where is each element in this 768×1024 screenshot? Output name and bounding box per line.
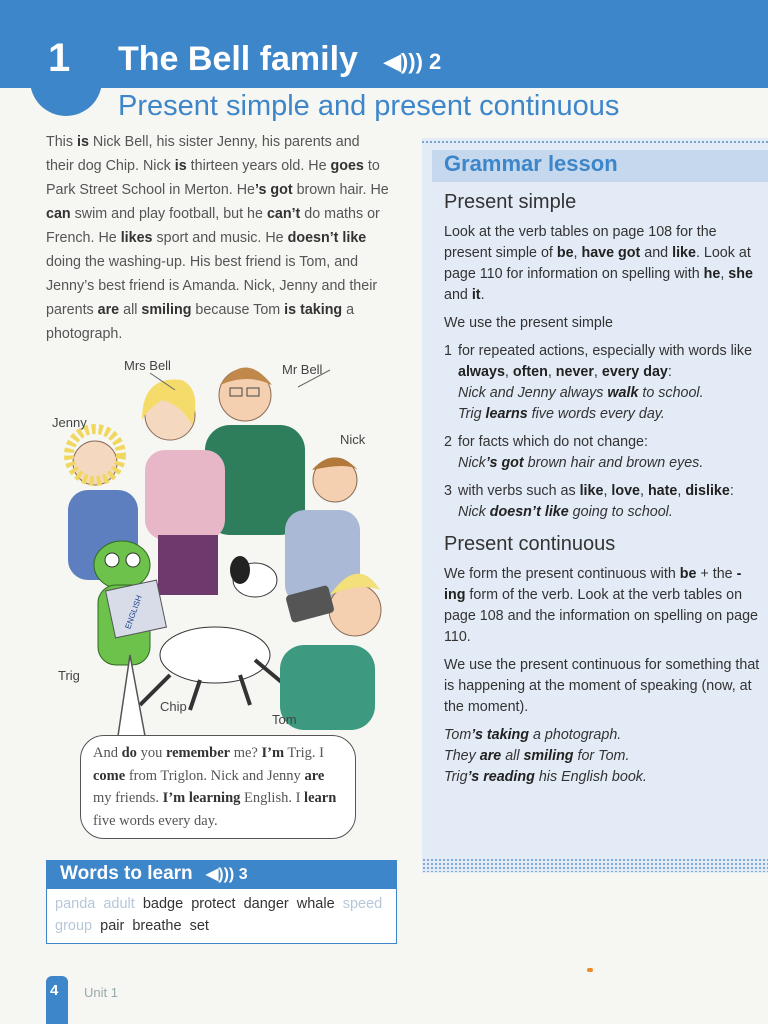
bubble-text-run: learn [304,790,337,806]
grammar-text-run: have got [581,245,641,261]
example-text-run: walk [607,385,639,401]
intro-text-run: Nick Bell, his sister Jenny, his parents and their dog Chip. Nick [46,134,360,174]
example-text-run: Nick and Jenny always [458,385,608,401]
label-trig: Trig [58,668,80,683]
vocab-word: protect [191,896,236,912]
example-text-run: to school. [638,385,704,401]
bubble-text-run: me? [230,745,262,761]
example-text-run: going to school. [568,504,673,520]
audio-track-2[interactable] [384,49,441,75]
intro-text-run: doing the washing-up. His best friend is Tom, and Jenny’s best friend is Amanda. Nick, Jenny and their parents [46,254,378,318]
orange-mark [587,968,593,972]
intro-text-run: brown hair. He [292,182,389,198]
label-mr-bell: Mr Bell [282,362,323,377]
vocab-word: set [189,918,209,934]
grammar-text-run: never [555,364,594,380]
intro-text-run: are [97,302,120,318]
grammar-text-run: with verbs such as [458,483,580,499]
intro-paragraph [46,130,391,346]
grammar-text-run: + the [696,566,737,582]
grammar-text-run: be [556,245,574,261]
grammar-text-run: They [444,748,480,764]
speech-bubble [80,735,356,839]
grammar-text-run: are [479,748,502,764]
grammar-text-run: We use the present continuous for something that is happening at the moment of speaking (now, at the moment). [444,657,760,715]
vocab-word: group [55,918,93,934]
vocab-word: breathe [132,918,182,934]
label-chip: Chip [160,699,187,714]
grammar-text-run: like [672,245,696,261]
bubble-text-run: remember [165,745,231,761]
grammar-paragraph [444,222,760,306]
grammar-text-run: it [471,287,481,303]
grammar-text-run: a photograph. [529,727,622,743]
grammar-text-run: dislike [685,483,730,499]
intro-text-run: can’t [266,206,301,222]
grammar-text-run: -ing [444,566,742,603]
intro-text-run: goes [330,158,364,174]
bubble-text-run: And [93,745,122,761]
grammar-text-run: . [480,287,485,303]
intro-text-run: is [76,134,89,150]
grammar-text-run: We form the present continuous with [444,566,680,582]
grammar-text-run: , [504,364,513,380]
intro-text-run: is [174,158,187,174]
grammar-example [458,404,760,425]
grammar-text-run: like [579,483,604,499]
label-jenny: Jenny [52,415,87,430]
vocab-word: badge [142,896,184,912]
book-label: ENGLISH [123,594,144,631]
words-to-learn-title: Words to learn [60,863,193,884]
bubble-text-run: five words every day. [93,812,218,829]
intro-text-run: smiling [141,302,192,318]
grammar-rule-item [444,432,760,474]
grammar-text-run: ’s taking [471,727,530,743]
grammar-example [458,453,760,474]
grammar-section-heading: Present continuous [444,533,616,555]
vocab-word: danger [243,896,289,912]
page-number: 4 [50,982,59,999]
grammar-text-run: he [703,266,721,282]
intro-text-run: to Park Street School in Merton. He [46,158,380,198]
grammar-paragraph [444,564,760,648]
bubble-text-run: from Triglon. Nick and Jenny [125,767,305,784]
audio-track-number: 2 [429,49,442,74]
intro-text-run: is taking [284,302,343,318]
rule-number: 2 [444,434,452,450]
bubble-text-run: English. I [240,790,305,806]
grammar-text-run: every day [601,364,668,380]
grammar-text-run: Look at the verb tables on page 108 for the present simple of [444,224,717,261]
grammar-text-run: and [444,287,472,303]
bubble-text-run: do [121,745,137,761]
grammar-text-run: always [458,364,505,380]
vocab-word: pair [100,918,125,934]
grammar-paragraph [444,767,760,788]
grammar-section-heading: Present simple [444,191,577,213]
intro-text-run: all [119,302,142,318]
intro-text-run: because Tom [191,302,285,318]
unit-number: 1 [48,36,71,80]
grammar-text-run: , [640,483,648,499]
grammar-text-run: love [611,483,640,499]
grammar-text-run: be [679,566,697,582]
grammar-text-run: hate [647,483,678,499]
family-illustration [50,355,390,735]
grammar-paragraph [444,313,760,334]
intro-text-run: ’s got [255,182,293,198]
grammar-text-run: : [667,364,672,380]
intro-text-run: a photograph. [46,302,355,342]
grammar-text-run: and [640,245,673,261]
grammar-text-run: his English book. [534,769,647,785]
label-mrs-bell: Mrs Bell [124,358,171,373]
audio-track-3[interactable]: ◀))) 3 [205,866,248,883]
words-to-learn-list [46,888,397,944]
intro-text-run: sport and music. He [152,230,288,246]
grammar-text-run: Tom [444,727,472,743]
vocab-word: speed [342,896,383,912]
example-text-run: Nick [458,504,490,520]
rule-number: 1 [444,343,452,359]
trig-figure [94,541,166,665]
grammar-text-run: , [547,364,556,380]
example-text-run: doesn’t like [489,504,569,520]
bubble-text-run: my friends. [93,790,163,806]
intro-text-run: doesn’t like [287,230,367,246]
grammar-text-run: , [593,364,602,380]
grammar-paragraph [444,655,760,718]
grammar-text-run: all [501,748,524,764]
grammar-text-run: , [573,245,582,261]
grammar-dotted-border-top [422,141,768,143]
example-text-run: brown hair and brown eyes. [523,455,704,471]
example-text-run: ’s got [485,455,524,471]
words-to-learn-header [46,860,397,888]
grammar-paragraph [444,746,760,767]
intro-text-run: This [46,134,77,150]
grammar-text-run: form of the verb. Look at the verb tables on page 108 and the information on spelling on page 110. [444,587,758,645]
grammar-text-run: Trig [444,769,468,785]
grammar-title: Grammar lesson [444,151,618,176]
bubble-text-run: I’m learning [162,790,241,806]
page-subtitle: Present simple and present continuous [118,90,620,122]
grammar-text-run: she [728,266,753,282]
bubble-text-run: you [136,745,166,761]
grammar-text-run: : [729,483,734,499]
tom-figure [280,574,381,730]
vocab-word: adult [103,896,135,912]
vocab-word: whale [296,896,335,912]
example-text-run: five words every day. [527,406,665,422]
intro-text-run: likes [120,230,153,246]
grammar-rule-item [444,341,760,425]
footer-unit-label: Unit 1 [84,985,118,1000]
vocab-word: panda [55,896,96,912]
grammar-text-run: for Tom. [573,748,630,764]
grammar-rule-item [444,481,760,523]
bubble-text-run: are [304,767,325,784]
grammar-text-run: , [677,483,686,499]
speaker-icon: ◀))) [384,49,423,74]
label-tom: Tom [272,712,297,727]
intro-text-run: thirteen years old. He [186,158,331,174]
grammar-dotted-border-bottom [422,858,768,872]
grammar-example [458,502,760,523]
grammar-text-run: for facts which do not change: [458,434,648,450]
rule-number: 3 [444,483,452,499]
intro-text-run: do maths or French. He [46,206,380,246]
page-title: The Bell family [118,40,358,78]
intro-text-run: swim and play football, but he [70,206,267,222]
audio-track-3-number: 3 [238,866,248,883]
example-text-run: learns [485,406,528,422]
grammar-text-run: , [603,483,612,499]
bubble-text-run: come [93,767,126,784]
grammar-text-run: for repeated actions, especially with words like [458,343,753,359]
label-nick: Nick [340,432,366,447]
bubble-text-run: I’m [261,745,285,761]
grammar-paragraph [444,725,760,746]
grammar-text-run: ’s reading [467,769,535,785]
intro-text-run: can [46,206,71,222]
mrs-bell-figure [142,380,225,596]
bubble-text-run: Trig. I [284,745,324,761]
grammar-text-run: , [720,266,729,282]
example-text-run: Nick [458,455,486,471]
grammar-text-run: . Look at page 110 for information on spelling with [444,245,751,282]
example-text-run: Trig [458,406,486,422]
grammar-text-run: often [512,364,548,380]
grammar-text-run: smiling [523,748,574,764]
grammar-text-run: We use the present simple [444,315,614,331]
grammar-example [458,383,760,404]
grammar-content [444,188,760,788]
